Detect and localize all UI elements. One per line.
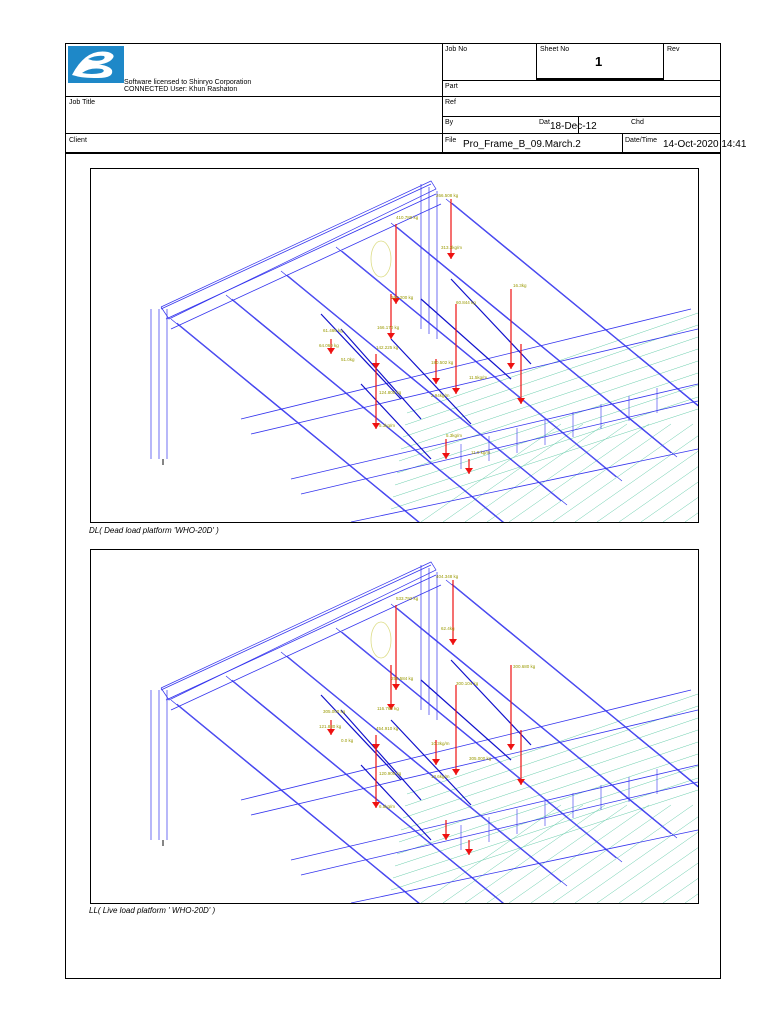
- cross-beam: [342, 251, 622, 481]
- load-label: 51.0kg: [341, 357, 355, 362]
- load-label: 10.3kg/m: [431, 741, 450, 746]
- load-label: 60.844 kg: [456, 300, 476, 305]
- secondary-beam: [361, 384, 431, 459]
- load-arrow-head: [327, 729, 335, 735]
- load-arrow-head: [507, 363, 515, 369]
- load-label: 255.584 kg: [391, 676, 414, 681]
- structure-3d-view-dl: [91, 169, 698, 522]
- beam: [301, 401, 698, 494]
- load-label: 410.780 kg: [396, 215, 419, 220]
- job-title-label: Job Title: [69, 99, 96, 106]
- figure-caption-ll: LL( Live load platform ' WHO-20D' ): [89, 906, 216, 915]
- calculation-sheet: [65, 43, 747, 979]
- beam: [171, 585, 441, 710]
- datetime-value-text: 14-Oct-2020 14:41: [663, 139, 747, 150]
- model-view-live-load: [90, 549, 699, 904]
- sheet-no-label: Sheet No: [540, 46, 570, 53]
- floor-mesh-line: [641, 424, 698, 522]
- date-label: Dat: [539, 119, 550, 126]
- load-label: 267.200 kg: [391, 295, 414, 300]
- load-label: 305.000 kg: [323, 709, 346, 714]
- load-label: 300.680 kg: [513, 664, 536, 669]
- load-label: 62.4kg: [441, 626, 455, 631]
- figure-caption-dl: DL( Dead load platform 'WHO-20D' ): [89, 526, 219, 535]
- floor-mesh-line: [641, 805, 698, 903]
- secondary-beam: [361, 765, 431, 840]
- load-label: 16.3kg: [513, 283, 527, 288]
- cross-beam: [342, 632, 622, 862]
- bentley-logo-icon: [68, 46, 124, 83]
- load-label: 11.0 kg/m: [471, 450, 491, 455]
- floor-mesh-line: [685, 805, 698, 903]
- title-block: [66, 44, 747, 154]
- cross-beam: [452, 203, 698, 433]
- cross-beam: [397, 608, 677, 838]
- load-arrow-head: [387, 333, 395, 339]
- beam: [171, 204, 441, 329]
- cross-beam: [177, 704, 457, 903]
- part-label: Part: [445, 83, 458, 90]
- secondary-beam: [391, 720, 471, 805]
- floor-mesh-line: [663, 805, 698, 903]
- load-label: 313.3kg/m: [441, 245, 463, 250]
- beam: [241, 309, 691, 419]
- node-marker: [371, 622, 391, 658]
- load-arrow-head: [507, 744, 515, 750]
- rev-label: Rev: [667, 46, 680, 53]
- floor-mesh-line: [487, 805, 627, 903]
- load-label: 0.0 kg: [341, 738, 354, 743]
- header-divider: [442, 80, 720, 81]
- secondary-beam: [421, 299, 511, 379]
- date-value: 18-Dec-12: [550, 121, 597, 132]
- cross-beam: [397, 227, 677, 457]
- beam: [301, 782, 698, 875]
- cross-beam: [177, 323, 457, 522]
- floor-mesh-line: [575, 424, 698, 522]
- cross-beam: [452, 584, 698, 814]
- load-label: 5.3kg/m: [446, 433, 463, 438]
- floor-mesh-line: [619, 805, 698, 903]
- floor-mesh-line: [619, 424, 698, 522]
- floor-mesh-line: [553, 424, 693, 522]
- load-label: 11.5kg/m: [469, 375, 488, 380]
- load-arrow-head: [327, 348, 335, 354]
- header-divider: [442, 116, 720, 117]
- load-label: 266.508 kg: [436, 193, 459, 198]
- load-arrow-head: [452, 388, 460, 394]
- secondary-beam: [391, 339, 471, 424]
- structure-3d-view-ll: [91, 550, 698, 903]
- load-label: 533.792 kg: [396, 596, 419, 601]
- chd-label: Chd: [631, 119, 644, 126]
- floor-mesh-line: [421, 424, 561, 522]
- load-label: 121.880 kg: [319, 724, 342, 729]
- header-divider: [66, 96, 720, 97]
- by-label: By: [445, 119, 454, 126]
- floor-mesh-line: [685, 424, 698, 522]
- cross-beam: [336, 247, 616, 477]
- load-label: 166.170 kg: [377, 325, 400, 330]
- load-label: 116.760 kg: [377, 706, 399, 711]
- floor-mesh-line: [531, 424, 671, 522]
- cross-beam: [226, 295, 506, 522]
- floor-mesh-line: [421, 805, 561, 903]
- cross-beam: [226, 676, 506, 903]
- cross-beam: [232, 680, 512, 903]
- floor-mesh-line: [509, 424, 649, 522]
- beam: [161, 184, 431, 309]
- client-label: Client: [69, 137, 87, 144]
- connected-user-text: CONNECTED User: Khun Rashaton: [124, 86, 238, 93]
- cross-beam: [232, 299, 512, 522]
- model-view-dead-load: [90, 168, 699, 523]
- load-label: 64.060 kg: [319, 343, 339, 348]
- load-label: 5.3kg/m: [379, 423, 396, 428]
- load-label: 300.104 kg: [456, 681, 479, 686]
- cross-beam: [336, 628, 616, 858]
- file-label: File: [445, 137, 457, 144]
- load-label: 13.6kg/m: [431, 774, 450, 779]
- load-arrow-head: [452, 769, 460, 775]
- header-divider: [622, 133, 623, 153]
- floor-mesh-line: [487, 424, 627, 522]
- datetime-label: Date/Time: [625, 137, 658, 144]
- license-text: Software licensed to Shinryo Corporation: [124, 79, 252, 86]
- load-label: 305.000 kg: [469, 756, 492, 761]
- load-label: 2.94kg/m: [431, 393, 450, 398]
- beam: [241, 690, 691, 800]
- load-arrow-head: [447, 253, 455, 259]
- node-marker: [371, 241, 391, 277]
- load-label: 6.5kg/m: [379, 804, 396, 809]
- floor-mesh-line: [663, 424, 698, 522]
- floor-mesh-line: [575, 805, 698, 903]
- load-label: 124.800 kg: [379, 390, 402, 395]
- load-label: 454.910 kg: [376, 726, 399, 731]
- floor-mesh-line: [531, 805, 671, 903]
- sheet-no-value: 1: [595, 54, 603, 69]
- floor-mesh-line: [553, 805, 693, 903]
- ref-label: Ref: [445, 99, 456, 106]
- load-label: 142.225 kg: [376, 345, 399, 350]
- secondary-beam: [421, 680, 511, 760]
- job-no-label: Job No: [445, 46, 468, 53]
- load-arrow-head: [449, 639, 457, 645]
- load-label: 120.900 kg: [379, 771, 402, 776]
- file-value: Pro_Frame_B_09.March.2: [463, 139, 581, 150]
- load-arrow-head: [392, 684, 400, 690]
- floor-mesh-line: [509, 805, 649, 903]
- header-divider: [442, 44, 443, 154]
- load-label: 404.348 kg: [436, 574, 459, 579]
- load-label: 61.466 kg: [323, 328, 343, 333]
- load-label: 180.502 kg: [431, 360, 454, 365]
